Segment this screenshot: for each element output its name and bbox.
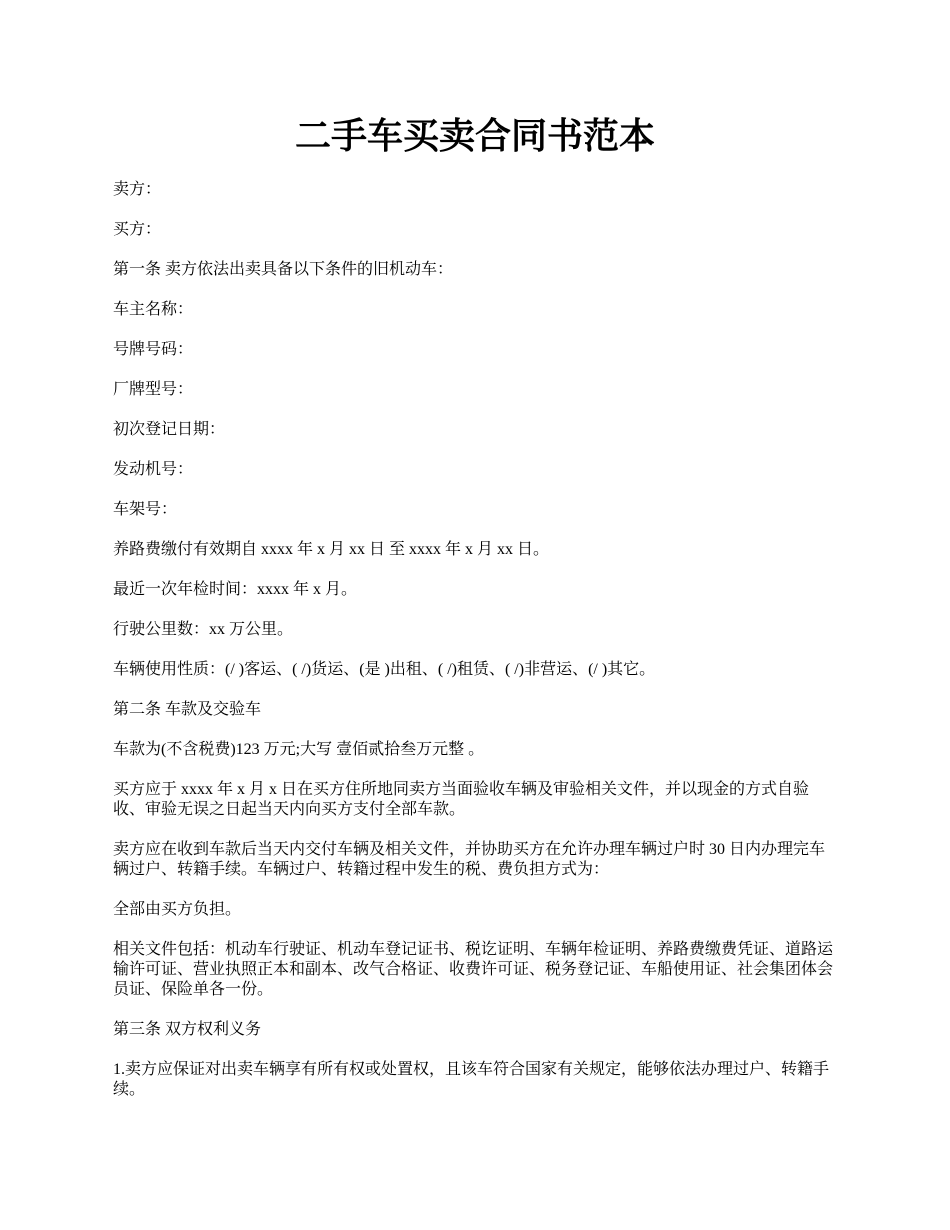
first-registration-line: 初次登记日期： (113, 421, 226, 438)
article-2-heading: 第二条 车款及交验车 (113, 701, 262, 718)
document-title: 二手车买卖合同书范本 (294, 116, 655, 156)
article-1-heading: 第一条 卖方依法出卖具备以下条件的旧机动车： (113, 261, 454, 278)
owner-name-line: 车主名称： (113, 301, 194, 318)
mileage-line: 行驶公里数：xx 万公里。 (113, 621, 294, 638)
seller-obligation-paragraph: 1.卖方应保证对出卖车辆享有所有权或处置权，且该车符合国家有关规定，能够依法办理过户、转籍手续。 (113, 1061, 830, 1098)
buyer-line: 买方： (113, 221, 162, 238)
seller-line: 卖方： (113, 181, 162, 198)
frame-number-line: 车架号： (113, 501, 178, 518)
usage-nature-line: 车辆使用性质：(/ )客运、( /)货运、(是 )出租、( /)租赁、( /)非营运、(/ )其它。 (113, 661, 656, 678)
inspection-payment-paragraph: 买方应于 xxxx 年 x 月 x 日在买方住所地同卖方当面验收车辆及审验相关文件，并以现金的方式自验收、审验无误之日起当天内向买方支付全部车款。 (113, 781, 810, 818)
annual-inspection-line: 最近一次年检时间：xxxx 年 x 月。 (113, 581, 358, 598)
plate-number-line: 号牌号码： (113, 341, 194, 358)
road-fee-line: 养路费缴付有效期自 xxxx 年 x 月 xx 日 至 xxxx 年 x 月 xx 日。 (113, 541, 550, 558)
price-line: 车款为(不含税费)123 万元;大写 壹佰贰拾叁万元整 。 (113, 741, 485, 758)
engine-number-line: 发动机号： (113, 461, 194, 478)
article-3-heading: 第三条 双方权利义务 (113, 1021, 262, 1038)
delivery-transfer-paragraph: 卖方应在收到车款后当天内交付车辆及相关文件，并协助买方在允许办理车辆过户时 30 日内办理完车辆过户、转籍手续。车辆过户、转籍过程中发生的税、费负担方式为： (113, 841, 826, 878)
related-documents-paragraph: 相关文件包括：机动车行驶证、机动车登记证书、税讫证明、车辆年检证明、养路费缴费凭证、道路运输许可证、营业执照正本和副本、改气合格证、收费许可证、税务登记证、车船使用证、社会集团体会员证、保险单各一份。 (113, 941, 834, 998)
document-body (113, 180, 840, 1120)
brand-model-line: 厂牌型号： (113, 381, 194, 398)
fee-bearer-line: 全部由买方负担。 (113, 901, 242, 918)
